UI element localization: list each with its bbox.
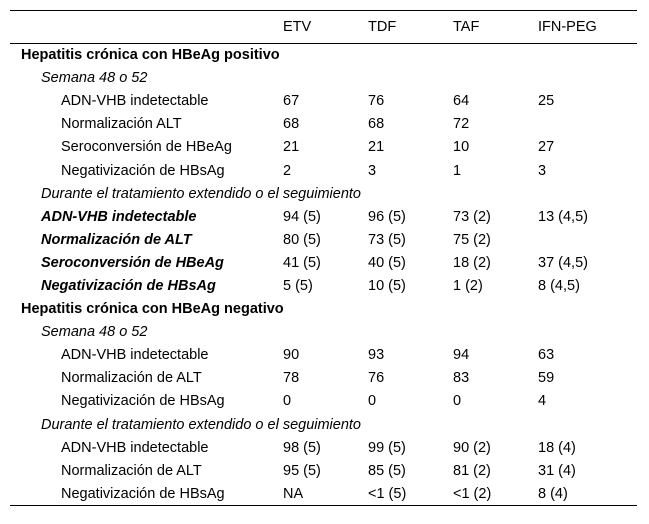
cell-taf: 72 [453, 116, 470, 133]
cell-tdf: 99 (5) [368, 439, 406, 456]
row-label: Seroconversión de HBeAg [41, 254, 224, 271]
cell-tdf: 40 (5) [368, 254, 406, 271]
row-label: Negativización de HBsAg [10, 482, 283, 505]
cell-taf: 90 (2) [453, 439, 491, 456]
cell-taf: <1 (2) [453, 482, 538, 505]
cell-ifn-peg [538, 113, 637, 136]
header-cell-ifn-peg: IFN-PEG [538, 11, 637, 44]
cell-taf: 18 (2) [453, 254, 491, 271]
cell-taf: 81 (2) [453, 462, 491, 479]
cell-ifn-peg: 25 [538, 93, 555, 110]
section-heading: Hepatitis crónica con HBeAg positivo [21, 47, 280, 64]
table-row [10, 344, 637, 367]
table-row [10, 159, 637, 182]
row-label: ADN-VHB indetectable [61, 347, 209, 364]
cell-ifn-peg: 31 (4) [538, 462, 576, 479]
cell-etv: 67 [283, 93, 300, 110]
cell-tdf: 0 [368, 393, 377, 410]
cell-taf: 10 [453, 139, 470, 156]
cell-etv: 2 [283, 162, 292, 179]
table-row [10, 205, 637, 228]
cell-tdf: 93 [368, 347, 385, 364]
cell-taf: 1 (2) [453, 277, 483, 294]
subsection-heading: Durante el tratamiento extendido o el seguimiento [41, 416, 361, 433]
row-label: Negativización de HBsAg [41, 277, 216, 294]
section-heading: Hepatitis crónica con HBeAg negativo [21, 301, 284, 318]
table-row [10, 90, 637, 113]
cell-tdf: 3 [368, 162, 377, 179]
cell-etv: 95 (5) [283, 462, 321, 479]
cell-ifn-peg: 37 (4,5) [538, 254, 588, 271]
cell-tdf: 21 [368, 139, 385, 156]
table-row [10, 228, 637, 251]
table-row [10, 367, 637, 390]
cell-tdf: <1 (5) [368, 482, 453, 505]
cell-etv: 41 (5) [283, 254, 321, 271]
cell-tdf: 10 (5) [368, 277, 406, 294]
cell-ifn-peg: 8 (4) [538, 482, 637, 505]
cell-etv: 80 (5) [283, 231, 321, 248]
cell-ifn-peg [538, 228, 637, 251]
table-row [10, 136, 637, 159]
row-label: Negativización de HBsAg [61, 393, 225, 410]
table-row [10, 113, 637, 136]
cell-taf: 75 (2) [453, 231, 491, 248]
table-row [10, 482, 637, 505]
row-label: Normalización de ALT [41, 231, 192, 248]
header-cell-etv: ETV [283, 11, 368, 44]
cell-tdf: 76 [368, 370, 385, 387]
header-cell-label [10, 11, 283, 44]
cell-tdf: 76 [368, 93, 385, 110]
table-row [10, 459, 637, 482]
row-label: Normalización de ALT [61, 462, 202, 479]
cell-ifn-peg: 3 [538, 162, 547, 179]
table-header [10, 11, 637, 44]
header-cell-tdf: TDF [368, 11, 453, 44]
section-row [10, 298, 637, 321]
table-body [10, 44, 637, 506]
cell-etv: 5 (5) [283, 277, 313, 294]
results-table [10, 10, 637, 506]
cell-taf: 94 [453, 347, 470, 364]
subsection-row [10, 67, 637, 90]
table-row [10, 390, 637, 413]
cell-etv: 94 (5) [283, 208, 321, 225]
cell-ifn-peg: 4 [538, 393, 547, 410]
table-row [10, 251, 637, 274]
cell-ifn-peg: 18 (4) [538, 439, 576, 456]
header-row [10, 11, 637, 44]
cell-ifn-peg: 63 [538, 347, 555, 364]
table-row [10, 436, 637, 459]
subsection-heading: Durante el tratamiento extendido o el seguimiento [41, 185, 361, 202]
row-label: Normalización ALT [61, 116, 182, 133]
cell-ifn-peg: 27 [538, 139, 555, 156]
cell-taf: 0 [453, 393, 462, 410]
subsection-row [10, 182, 637, 205]
cell-ifn-peg: 8 (4,5) [538, 277, 580, 294]
cell-tdf: 73 (5) [368, 231, 406, 248]
cell-tdf: 96 (5) [368, 208, 406, 225]
cell-taf: 1 [453, 162, 462, 179]
row-label: ADN-VHB indetectable [41, 208, 197, 225]
cell-tdf: 68 [368, 116, 385, 133]
cell-taf: 64 [453, 93, 470, 110]
cell-taf: 73 (2) [453, 208, 491, 225]
subsection-heading: Semana 48 o 52 [41, 70, 148, 87]
cell-etv: 90 [283, 347, 300, 364]
cell-etv: 98 (5) [283, 439, 321, 456]
cell-ifn-peg: 59 [538, 370, 555, 387]
row-label: Negativización de HBsAg [61, 162, 225, 179]
cell-taf: 83 [453, 370, 470, 387]
subsection-heading: Semana 48 o 52 [41, 324, 148, 341]
row-label: ADN-VHB indetectable [61, 439, 209, 456]
subsection-row [10, 413, 637, 436]
cell-ifn-peg: 13 (4,5) [538, 208, 588, 225]
cell-etv: 78 [283, 370, 300, 387]
cell-etv: NA [283, 482, 368, 505]
cell-tdf: 85 (5) [368, 462, 406, 479]
cell-etv: 0 [283, 393, 292, 410]
row-label: Seroconversión de HBeAg [61, 139, 232, 156]
cell-etv: 21 [283, 139, 300, 156]
cell-etv: 68 [283, 116, 300, 133]
row-label: ADN-VHB indetectable [61, 93, 209, 110]
header-cell-taf: TAF [453, 11, 538, 44]
subsection-row [10, 321, 637, 344]
table-row [10, 274, 637, 297]
section-row [10, 44, 637, 67]
row-label: Normalización de ALT [61, 370, 202, 387]
